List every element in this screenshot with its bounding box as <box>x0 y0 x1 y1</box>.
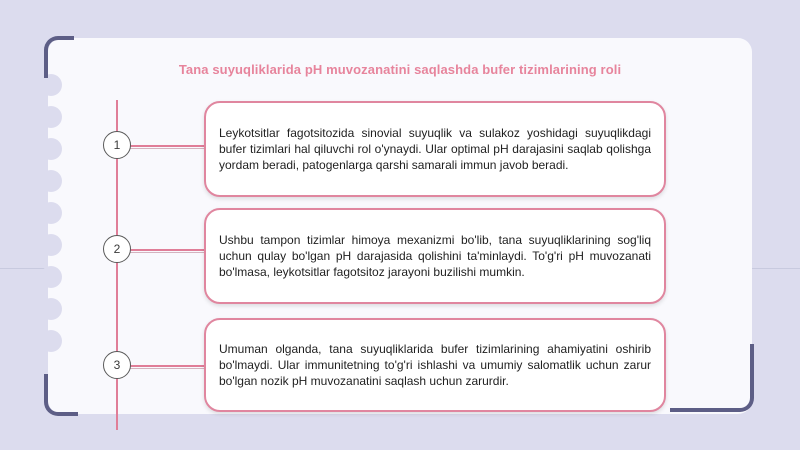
step-box-3 <box>204 318 666 412</box>
connector-shadow <box>130 368 206 369</box>
binder-hole <box>40 202 62 224</box>
step-number-3: 3 <box>103 351 131 379</box>
frame-corner-bottom-left <box>44 374 78 416</box>
connector-line <box>130 249 206 251</box>
slide-title: Tana suyuqliklarida pH muvozanatini saqlashda bufer tizimlarining roli <box>178 62 622 77</box>
step-text-2: Ushbu tampon tizimlar himoya mexanizmi bo'lib, tana suyuqliklarining sog'liq uchun qulay bo'lgan pH darajasida qolishini ta'minlaydi. To'g'ri pH muvozanati bo'lmasa, leykotsitlar fagotsitoz jarayoni buzilishi mumkin. <box>219 233 651 279</box>
step-box-1 <box>204 101 666 197</box>
connector-shadow <box>130 252 206 253</box>
frame-corner-top-left <box>44 36 74 78</box>
step-box-2 <box>204 208 666 304</box>
step-number-2: 2 <box>103 235 131 263</box>
binder-hole <box>40 266 62 288</box>
connector-line <box>130 365 206 367</box>
frame-corner-bottom-right <box>670 344 754 412</box>
binder-hole <box>40 298 62 320</box>
step-text-3: Umuman olganda, tana suyuqliklarida bufer tizimlarining ahamiyatini oshirib bo'lmaydi. Ular immunitetning to'g'ri ishlashi va umumiy salomatlik uchun zarur bo'lgan nozik pH muvozanatini saqlash uchun zarurdir. <box>219 342 651 388</box>
binder-hole <box>40 138 62 160</box>
binder-hole <box>40 330 62 352</box>
binder-hole <box>40 106 62 128</box>
step-number-1: 1 <box>103 131 131 159</box>
step-text-1: Leykotsitlar fagotsitozida sinovial suyuqlik va sulakoz yoshidagi suyuqlikdagi bufer tizimlari hal qiluvchi rol o'ynaydi. Ular optimal pH darajasini saqlab qolishga yordam beradi, patogenlarga qarshi samarali immun javob beradi. <box>219 126 651 172</box>
connector-shadow <box>130 148 206 149</box>
connector-line <box>130 145 206 147</box>
binder-hole <box>40 234 62 256</box>
binder-hole <box>40 170 62 192</box>
